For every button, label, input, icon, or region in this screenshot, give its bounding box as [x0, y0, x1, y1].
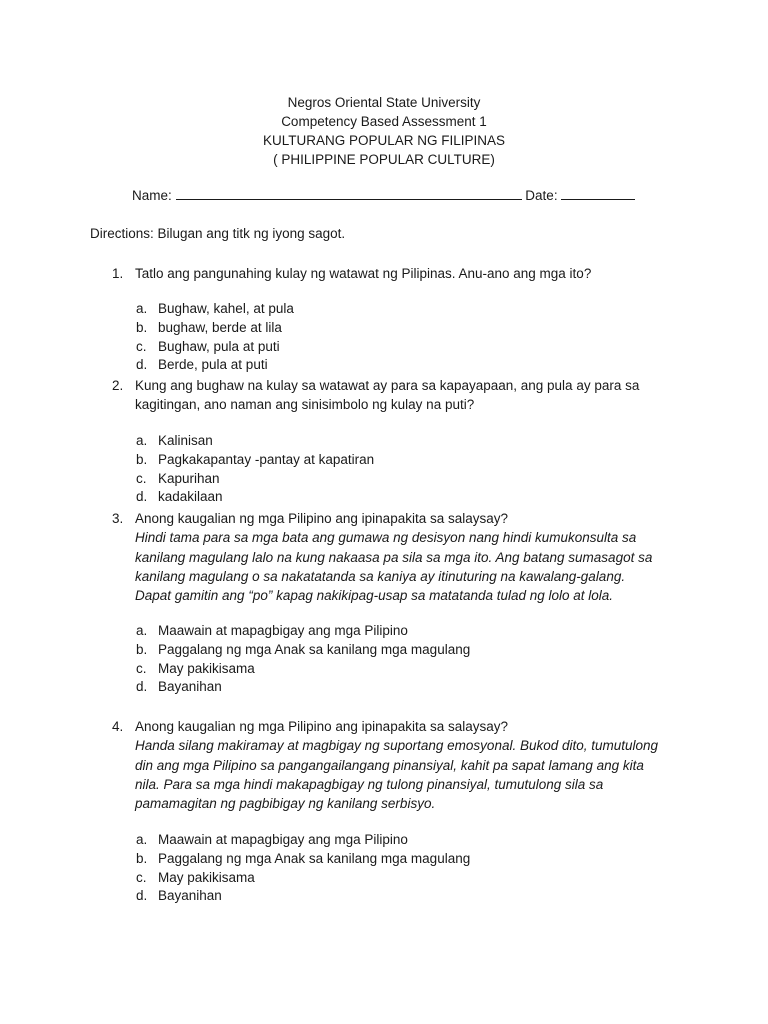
- list-item: c. May pakikisama: [136, 869, 255, 885]
- passage-line-3: kanilang magulang o sa nakatatanda sa kaniya ay itinuturing na kawalang-galang.: [135, 568, 626, 584]
- list-item: d. Bayanihan: [136, 679, 222, 695]
- question-4: [112, 717, 672, 813]
- question-number: 4.: [112, 719, 124, 734]
- passage-line-1: Hindi tama para sa mga bata ang gumawa ng desisyon nang hindi kumukonsulta sa: [135, 530, 637, 546]
- question-3: [112, 509, 672, 605]
- list-item: b. Pagkakapantay -pantay at kapatiran: [136, 451, 375, 467]
- question-4-choices: [136, 831, 470, 906]
- passage-line-2: kanilang magulang lalo na kung nakaasa pa sila sa mga ito. Ang batang sumasagot sa: [135, 549, 653, 565]
- course-title: KULTURANG POPULAR NG FILIPINAS: [262, 133, 506, 148]
- question-stem: Anong kaugalian ng mga Pilipino ang ipinapakita sa salaysay?: [135, 719, 509, 734]
- passage-line-4: Dapat gamitin ang “po” kapag nakikipag-usap sa matatanda tulad ng lolo at lola.: [135, 588, 614, 604]
- list-item: a. Maawain at mapagbigay ang mga Pilipino: [136, 832, 408, 847]
- question-2: [112, 376, 672, 415]
- passage-line-2: din ang mga Pilipino sa pangangailangang pinansiyal, kahit pa sapat lamang ang kita: [135, 757, 644, 773]
- list-item: a. Kalinisan: [136, 433, 213, 448]
- list-item: b. Paggalang ng mga Anak sa kanilang mga magulang: [136, 850, 471, 866]
- list-item: b. Paggalang ng mga Anak sa kanilang mga magulang: [136, 641, 471, 657]
- list-item: d. Berde, pula at puti: [136, 357, 268, 373]
- passage-line-1: Handa silang makiramay at magbigay ng suportang emosyonal. Bukod dito, tumutulong: [135, 738, 659, 754]
- assessment-title: Competency Based Assessment 1: [281, 114, 487, 129]
- question-stem-line-2: kagitingan, ano naman ang sinisimbolo ng kulay na puti?: [135, 397, 475, 413]
- name-date-line: [132, 187, 635, 203]
- university-name: Negros Oriental State University: [287, 95, 481, 110]
- list-item: a. Maawain at mapagbigay ang mga Pilipino: [136, 623, 408, 638]
- course-subtitle: ( PHILIPPINE POPULAR CULTURE): [273, 152, 495, 167]
- question-stem: Anong kaugalian ng mga Pilipino ang ipinapakita sa salaysay?: [135, 511, 509, 526]
- question-1: [112, 264, 672, 283]
- list-item: c. Kapurihan: [136, 470, 220, 486]
- passage-line-4: pamamagitan ng pagbibigay ng kanilang serbisyo.: [135, 796, 436, 812]
- question-number: 3.: [112, 511, 124, 526]
- name-label: Name:: [132, 188, 172, 203]
- list-item: a. Bughaw, kahel, at pula: [136, 301, 294, 316]
- list-item: b. bughaw, berde at lila: [136, 319, 282, 335]
- directions: Directions: Bilugan ang titk ng iyong sagot.: [90, 226, 346, 241]
- question-number: 2.: [112, 378, 124, 393]
- name-blank: [176, 187, 522, 200]
- question-3-choices: [136, 622, 470, 697]
- list-item: d. Bayanihan: [136, 888, 222, 904]
- question-number: 1.: [112, 266, 124, 281]
- list-item: d. kadakilaan: [136, 489, 223, 505]
- date-blank: [561, 187, 635, 200]
- document-header: [0, 93, 768, 169]
- date-label: Date:: [525, 188, 558, 203]
- question-2-choices: [136, 432, 374, 507]
- question-stem: Tatlo ang pangunahing kulay ng watawat ng Pilipinas. Anu-ano ang mga ito?: [135, 266, 592, 281]
- list-item: c. May pakikisama: [136, 660, 255, 676]
- list-item: c. Bughaw, pula at puti: [136, 338, 280, 354]
- question-1-choices: [136, 300, 294, 375]
- question-stem-line-1: Kung ang bughaw na kulay sa watawat ay para sa kapayapaan, ang pula ay para sa: [135, 378, 640, 393]
- passage-line-3: nila. Para sa mga hindi makapagbigay ng tulong pinansiyal, tumutulong sila sa: [135, 776, 604, 792]
